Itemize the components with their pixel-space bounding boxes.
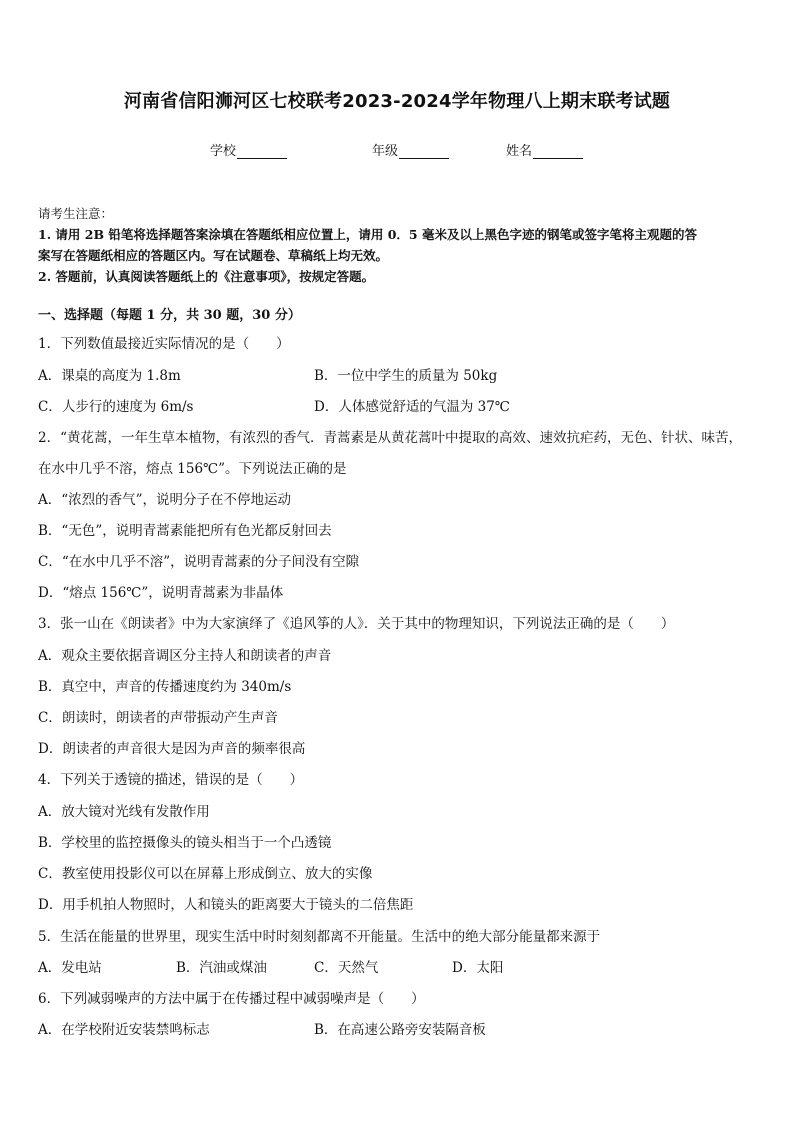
q2-option-d[interactable]: D．“熔点 156℃”，说明青蒿素为非晶体 [38,585,284,601]
q1-option-d[interactable]: D．人体感觉舒适的气温为 37℃ [314,399,510,415]
q3-option-c[interactable]: C．朗读时，朗读者的声带振动产生声音 [38,710,278,726]
school-field[interactable] [210,140,287,159]
q5-option-b[interactable]: B．汽油或煤油 [176,960,267,976]
q1-stem: 1．下列数值最接近实际情况的是（ ） [38,336,290,352]
q3-option-a[interactable]: A．观众主要依据音调区分主持人和朗读者的声音 [38,648,332,664]
q4-option-c[interactable]: C．教室使用投影仪可以在屏幕上形成倒立、放大的实像 [38,866,373,882]
page-title: 河南省信阳浉河区七校联考2023-2024学年物理八上期末联考试题 [123,91,671,112]
q1-option-b[interactable]: B．一位中学生的质量为 50kg [314,368,498,384]
q4-option-b[interactable]: B．学校里的监控摄像头的镜头相当于一个凸透镜 [38,835,332,851]
notes-item-2: 2. 答题前，认真阅读答题纸上的《注意事项》，按规定答题。 [38,269,375,284]
q3-option-b[interactable]: B．真空中，声音的传播速度约为 340m/s [38,679,292,695]
grade-blank[interactable] [399,144,449,159]
name-field[interactable] [506,140,583,159]
q5-stem: 5．生活在能量的世界里，现实生活中时时刻刻都离不开能量。生活中的绝大部分能量都来源于 [38,929,601,945]
q3-option-d[interactable]: D．朗读者的声音很大是因为声音的频率很高 [38,741,306,757]
q2-option-a[interactable]: A．“浓烈的香气”，说明分子在不停地运动 [38,492,292,508]
q5-option-d[interactable]: D．太阳 [452,960,504,976]
school-blank[interactable] [237,144,287,159]
q5-option-a[interactable]: A．发电站 [38,960,102,976]
student-info-row [0,140,794,160]
notes-item-1b: 案写在答题纸相应的答题区内。写在试题卷、草稿纸上均无效。 [38,248,389,263]
grade-field[interactable] [372,140,449,159]
q3-stem: 3．张一山在《朗读者》中为大家演绎了《追风筝的人》．关于其中的物理知识，下列说法正确的是（ ） [38,616,675,632]
q4-option-d[interactable]: D．用手机拍人物照时，人和镜头的距离要大于镜头的二倍焦距 [38,897,414,913]
q6-stem: 6．下列减弱噪声的方法中属于在传播过程中减弱噪声是（ ） [38,991,425,1007]
q2-option-b[interactable]: B．“无色”，说明青蒿素能把所有色光都反射回去 [38,523,332,539]
q4-stem: 4．下列关于透镜的描述，错误的是（ ） [38,772,304,788]
grade-label: 年级 [372,144,399,159]
q6-option-a[interactable]: A．在学校附近安装禁鸣标志 [38,1022,210,1038]
exam-notes [38,203,758,287]
q2-stem-line1: 2．“黄花蒿，一年生草本植物，有浓烈的香气．青蒿素是从黄花蒿叶中提取的高效、速效抗疟药，无色、针状、味苦， [38,430,742,446]
q6-option-b[interactable]: B．在高速公路旁安装隔音板 [314,1022,486,1038]
q4-option-a[interactable]: A．放大镜对光线有发散作用 [38,804,210,820]
name-label: 姓名 [506,144,533,159]
school-label: 学校 [210,144,237,159]
q2-option-c[interactable]: C．“在水中几乎不溶”，说明青蒿素的分子间没有空隙 [38,554,360,570]
section-title: 一、选择题（每题 1 分，共 30 题，30 分） [38,308,301,323]
notes-item-1a: 1. 请用 2B 铅笔将选择题答案涂填在答题纸相应位置上，请用 0．5 毫米及以上黑色字迹的钢笔或签字笔将主观题的答 [38,227,697,242]
notes-heading: 请考生注意： [38,206,114,221]
q1-option-a[interactable]: A．课桌的高度为 1.8m [38,368,181,384]
q2-stem-line2: 在水中几乎不溶，熔点 156℃”。下列说法正确的是 [38,461,347,477]
q1-option-c[interactable]: C．人步行的速度为 6m/s [38,399,194,415]
name-blank[interactable] [533,144,583,159]
q5-option-c[interactable]: C．天然气 [314,960,379,976]
